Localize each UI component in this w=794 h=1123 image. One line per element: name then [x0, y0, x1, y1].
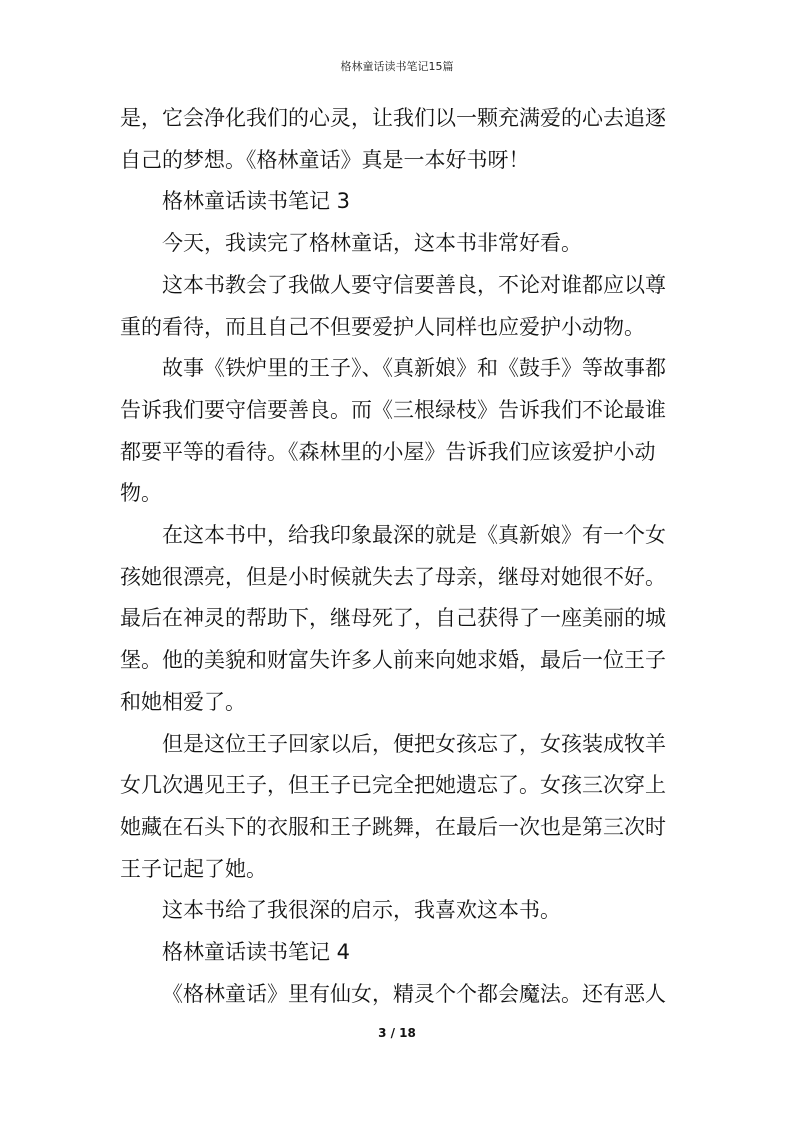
document-title: 格林童话读书笔记15篇 — [340, 60, 454, 73]
text-line: 和她相爱了。 — [120, 689, 246, 714]
text-line: 这本书给了我很深的启示，我喜欢这本书。 — [162, 898, 561, 923]
page-footer — [0, 1026, 794, 1040]
text-line: 孩她很漂亮，但是小时候就失去了母亲，继母对她很不好。 — [120, 564, 666, 589]
text-line: 这本书教会了我做人要守信要善良，不论对谁都应以尊 — [162, 272, 666, 297]
text-line: 物。 — [120, 481, 162, 506]
section-heading: 格林童话读书笔记 3 — [162, 189, 351, 214]
text-line: 告诉我们要守信要善良。而《三根绿枝》告诉我们不论最谁 — [120, 397, 666, 422]
text-line: 王子记起了她。 — [120, 856, 267, 881]
section-heading: 格林童话读书笔记 4 — [162, 940, 351, 965]
text-line: 故事《铁炉里的王子》、《真新娘》和《鼓手》等故事都 — [162, 356, 666, 381]
text-line: 最后在神灵的帮助下，继母死了，自己获得了一座美丽的城 — [120, 606, 666, 631]
text-line: 《格林童话》里有仙女，精灵个个都会魔法。还有恶人 — [162, 981, 666, 1006]
text-line: 是，它会净化我们的心灵，让我们以一颗充满爱的心去追逐 — [120, 106, 666, 130]
document-body — [120, 98, 680, 1015]
text-line: 在这本书中，给我印象最深的就是《真新娘》有一个女 — [162, 523, 666, 548]
page-header — [0, 60, 794, 74]
page-number: 3 / 18 — [378, 1026, 416, 1040]
text-line: 重的看待，而且自己不但要爱护人同样也应爱护小动物。 — [120, 314, 645, 339]
text-line: 女几次遇见王子，但王子已完全把她遗忘了。女孩三次穿上 — [120, 773, 666, 798]
text-line: 堡。他的美貌和财富失许多人前来向她求婚，最后一位王子 — [120, 648, 666, 673]
text-line: 她藏在石头下的衣服和王子跳舞，在最后一次也是第三次时 — [120, 814, 666, 839]
text-line: 但是这位王子回家以后，便把女孩忘了，女孩装成牧羊 — [162, 731, 666, 756]
text-line: 今天，我读完了格林童话，这本书非常好看。 — [162, 231, 582, 256]
text-line: 自己的梦想。《格林童话》真是一本好书呀！ — [120, 147, 530, 172]
text-line: 都要平等的看待。《森林里的小屋》告诉我们应该爱护小动 — [120, 439, 656, 464]
